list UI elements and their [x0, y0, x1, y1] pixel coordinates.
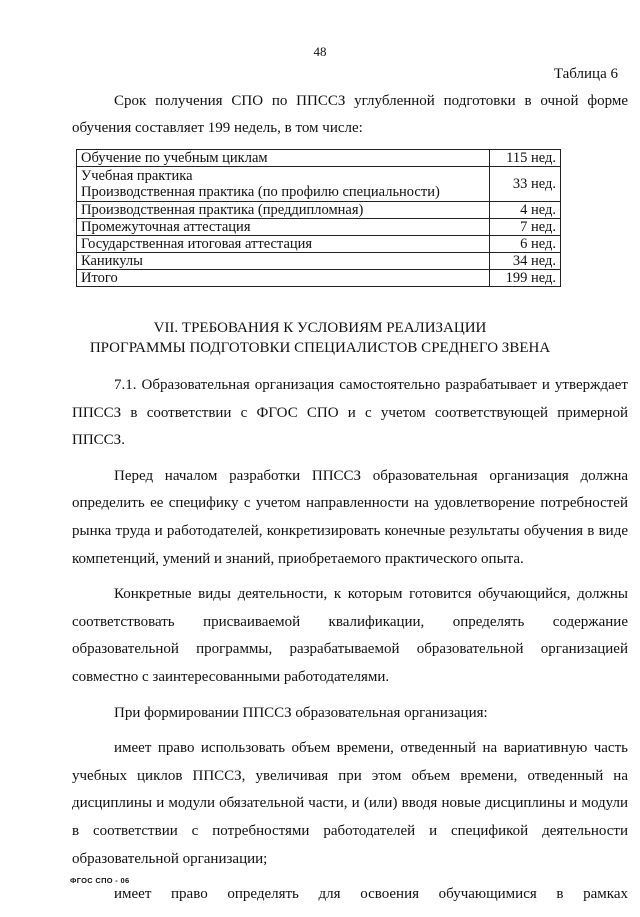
row-value: 34 нед.: [490, 253, 561, 270]
paragraph: При формировании ППССЗ образовательная организация:: [114, 704, 488, 721]
table-row: [77, 219, 561, 236]
row-label: Промежуточная аттестация: [77, 219, 490, 236]
table-row: [77, 270, 561, 287]
row-label: Итого: [77, 270, 490, 287]
intro-text: [72, 88, 628, 142]
intro-line-1: Срок получения СПО по ППССЗ углубленной подготовки в очной форме: [114, 93, 628, 109]
paragraph: Конкретные виды деятельности, к которым готовится обучающийся, должны соответствовать присваиваемой квалификации, определять содержание образовательной программы, разрабатываемой образовательной организацией совместно с заинтересованными работодателями.: [72, 586, 628, 685]
section-title-line-2: ПРОГРАММЫ ПОДГОТОВКИ СПЕЦИАЛИСТОВ СРЕДНЕГО ЗВЕНА: [89, 340, 551, 356]
row-label: Государственная итоговая аттестация: [77, 236, 490, 253]
row-value: 7 нед.: [490, 219, 561, 236]
row-value: 33 нед.: [490, 167, 561, 202]
table-label: Таблица 6: [553, 66, 618, 82]
row-label-part-a: Учебная практика: [81, 168, 193, 184]
section-title: [0, 318, 640, 358]
paragraph: 7.1. Образовательная организация самостоятельно разрабатывает и утверждает ППССЗ в соответствии с ФГОС СПО и с учетом соответствующей примерной ППССЗ.: [72, 377, 628, 449]
row-label: Производственная практика (преддипломная): [77, 202, 490, 219]
row-value: 6 нед.: [490, 236, 561, 253]
section-title-line-1: VII. ТРЕБОВАНИЯ К УСЛОВИЯМ РЕАЛИЗАЦИИ: [153, 320, 487, 336]
row-label: [77, 167, 490, 202]
table-row: [77, 202, 561, 219]
paragraph: Перед началом разработки ППССЗ образовательная организация должна определить ее специфику с учетом направленности на удовлетворение потребностей рынка труда и работодателей, конкретизировать конечные результаты обучения в виде компетенций, умений и знаний, приобретаемого практического опыта.: [72, 467, 628, 567]
row-label: Обучение по учебным циклам: [77, 150, 490, 167]
page-number: 48: [313, 44, 327, 59]
row-label-part-b: Производственная практика (по профилю специальности): [81, 184, 440, 200]
row-value: 4 нед.: [490, 202, 561, 219]
row-value: 115 нед.: [490, 150, 561, 167]
footer-code: ФГОС СПО - 06: [70, 876, 130, 885]
row-value: 199 нед.: [490, 270, 561, 287]
table-row: [77, 236, 561, 253]
table-row: [77, 253, 561, 270]
duration-table: [76, 149, 561, 287]
table-row: [77, 167, 561, 202]
paragraph: имеет право использовать объем времени, отведенный на вариативную часть учебных циклов ППССЗ, увеличивая при этом объем времени, отведенный на дисциплины и модули обязательной части, и (или) вводя новые дисциплины и модули в соответствии с потребностями работодателей и спецификой деятельности образовательной организации;: [72, 740, 628, 867]
intro-line-2: обучения составляет 199 недель, в том числе:: [72, 120, 363, 136]
table-row: [77, 150, 561, 167]
row-label: Каникулы: [77, 253, 490, 270]
paragraph: имеет право определять для освоения обучающимися в рамках: [114, 886, 628, 903]
body-text: [72, 372, 628, 917]
